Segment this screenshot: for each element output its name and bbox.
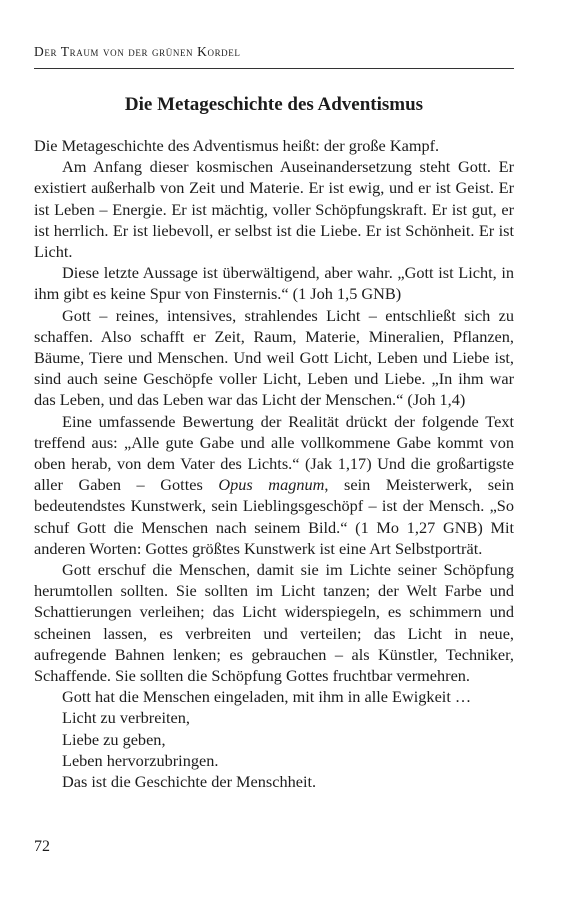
- text-segment: Leben hervorzubringen.: [62, 750, 219, 770]
- header-rule: [34, 68, 514, 69]
- text-segment: Gott – reines, intensives, strahlendes Licht – entschließt sich zu schaffen. Also schafft er Zeit, Raum, Materie, Mineralien, Pflanzen, Bäume, Tiere und Menschen. Und weil Gott Licht, Leben und Liebe ist, sind auch seine Geschöpfe voller Licht, Leben und Liebe. „In ihm war das Leben, und das Leben war das Licht der Menschen.“ (Joh 1,4): [34, 305, 514, 410]
- text-segment: Gott hat die Menschen eingeladen, mit ihm in alle Ewigkeit …: [62, 687, 472, 707]
- text-segment: Licht zu verbreiten,: [62, 708, 190, 728]
- text-segment: , sein Meisterwerk, sein bedeutendstes Kunstwerk, sein Lieblingsgeschöpf – ist der Mensch. „So schuf Gott die Menschen nach seinem Bild.“ (1 Mo 1,27 GNB) Mit anderen Worten: Gottes größtes Kunstwerk ist eine Art Selbstporträt.: [34, 475, 514, 558]
- paragraph: [34, 411, 514, 559]
- paragraph: [34, 305, 514, 411]
- text-segment: Am Anfang dieser kosmischen Auseinandersetzung steht Gott. Er existiert außerhalb von Zeit und Materie. Er ist ewig, und er ist Geist. Er ist Leben – Energie. Er ist mächtig, voller Schöpfungskraft. Er ist gut, er ist herrlich. Er ist liebevoll, er selbst ist die Liebe. Er ist Schönheit. Er ist Licht.: [34, 157, 514, 262]
- paragraph: [34, 262, 514, 304]
- text-segment: Liebe zu geben,: [62, 729, 166, 749]
- body-text: [34, 135, 514, 792]
- text-segment: Diese letzte Aussage ist überwältigend, aber wahr. „Gott ist Licht, in ihm gibt es keine Spur von Finsternis.“ (1 Joh 1,5 GNB): [34, 263, 514, 304]
- running-head: Der Traum von der grünen Kordel: [34, 44, 241, 59]
- paragraph: [34, 156, 514, 262]
- page-number: 72: [34, 838, 50, 855]
- italic-phrase: Opus magnum: [218, 475, 325, 495]
- chapter-title: Die Metageschichte des Adventismus: [124, 94, 424, 115]
- text-segment: Eine umfassende Bewertung der Realität drückt der folgende Text treffend aus: „Alle gute Gabe und alle vollkommene Gabe kommt von oben herab, von dem Vater des Lichts.“ (Jak 1,17) Und die großartigste aller Gaben – Gottes: [34, 411, 514, 495]
- paragraph: [34, 559, 514, 686]
- verse-line: [34, 707, 514, 728]
- text-segment: Die Metageschichte des Adventismus heißt: der große Kampf.: [34, 136, 440, 155]
- text-segment: Gott erschuf die Menschen, damit sie im Lichte seiner Schöpfung herumtollen sollten. Sie sollten im Licht tanzen; der Welt Farbe und Schattierungen verleihen; das Licht widerspiegeln, es schimmern und scheinen lassen, es verbreiten und verteilen; das Licht in neue, aufregende Bahnen lenken; es gebrauchen – als Künstler, Techniker, Schaffende. Sie sollten die Schöpfung Gottes fruchtbar vermehren.: [34, 560, 514, 686]
- verse-line: [34, 771, 514, 792]
- verse-line: [34, 750, 514, 771]
- verse-line: [34, 729, 514, 750]
- text-segment: Das ist die Geschichte der Menschheit.: [62, 772, 317, 792]
- paragraph: [34, 135, 514, 156]
- paragraph: [34, 686, 514, 707]
